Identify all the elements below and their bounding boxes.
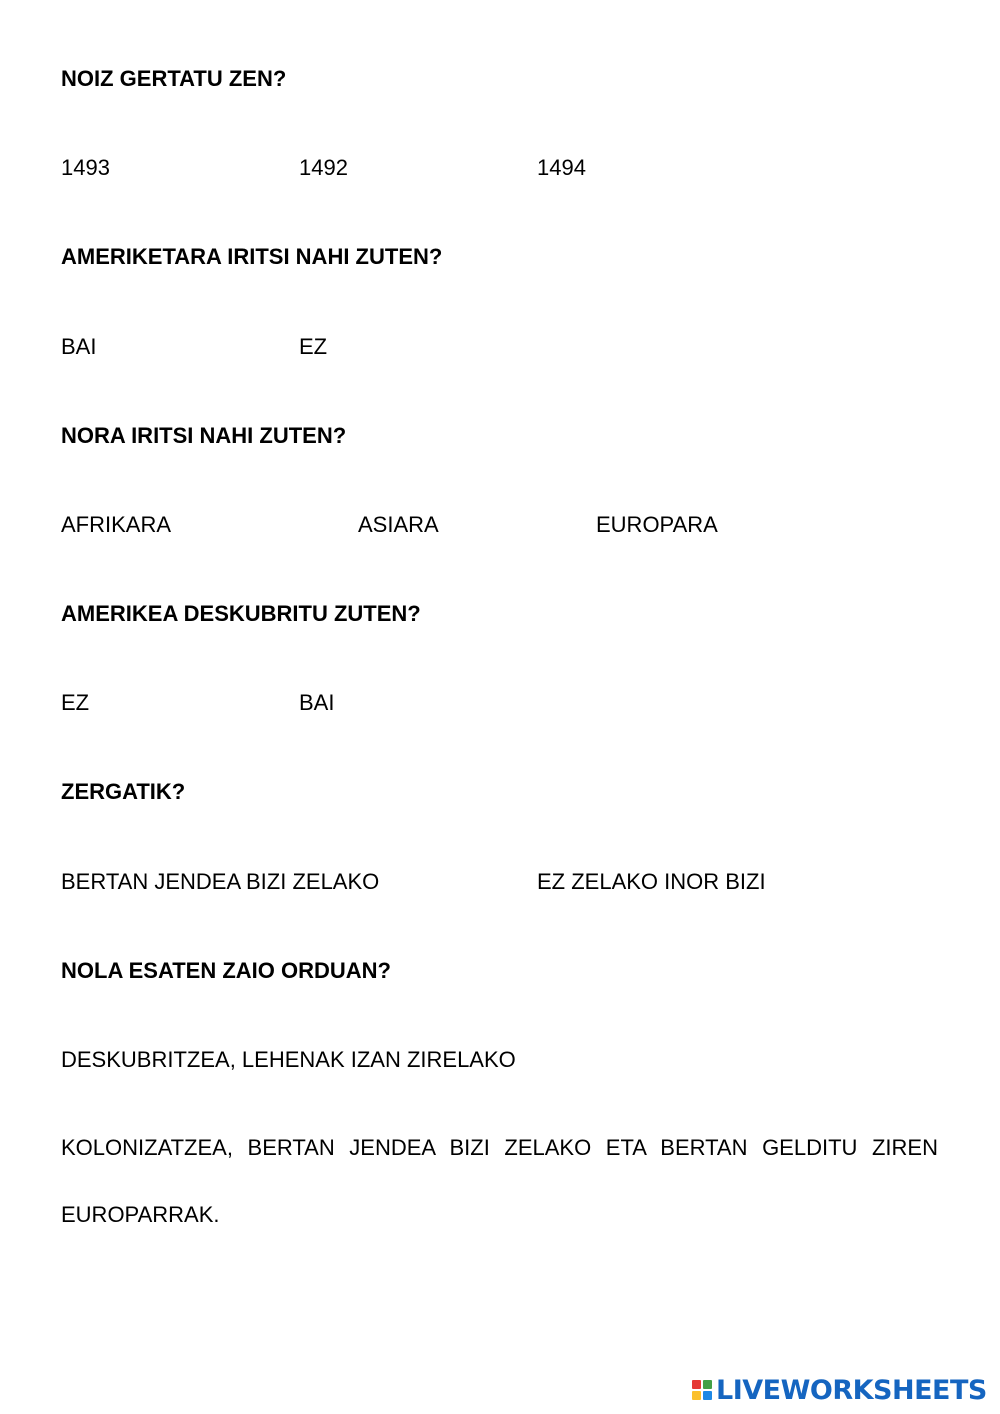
- answer-option-ez[interactable]: EZ: [299, 334, 328, 359]
- question-5: ZERGATIK?: [61, 779, 186, 804]
- answer-option-deskubritzea[interactable]: DESKUBRITZEA, LEHENAK IZAN ZIRELAKO: [61, 1047, 516, 1072]
- answer-option-1493[interactable]: 1493: [61, 155, 110, 180]
- logo-mark-square-yellow: [692, 1391, 701, 1400]
- liveworksheets-logo: [692, 1374, 987, 1406]
- logo-mark-square-blue: [703, 1391, 712, 1400]
- logo-mark-square-green: [703, 1380, 712, 1389]
- question-2: AMERIKETARA IRITSI NAHI ZUTEN?: [61, 244, 443, 269]
- logo-text: LIVEWORKSHEETS: [716, 1374, 987, 1406]
- answer-option-1494[interactable]: 1494: [537, 155, 586, 180]
- question-1: NOIZ GERTATU ZEN?: [61, 66, 287, 91]
- logo-mark-icon: [692, 1380, 712, 1400]
- answer-option-ez-zelako[interactable]: EZ ZELAKO INOR BIZI: [537, 869, 766, 894]
- question-3: NORA IRITSI NAHI ZUTEN?: [61, 423, 347, 448]
- answer-option-bai[interactable]: BAI: [299, 690, 335, 715]
- answer-option-afrikara[interactable]: AFRIKARA: [61, 512, 172, 537]
- answer-option-ez[interactable]: EZ: [61, 690, 90, 715]
- answer-option-bertan-jendea[interactable]: BERTAN JENDEA BIZI ZELAKO: [61, 869, 380, 894]
- answer-option-1492[interactable]: 1492: [299, 155, 348, 180]
- answer-option-bai[interactable]: BAI: [61, 334, 97, 359]
- question-4: AMERIKEA DESKUBRITU ZUTEN?: [61, 601, 421, 626]
- answer-option-europara[interactable]: EUROPARA: [596, 512, 718, 537]
- question-6: NOLA ESATEN ZAIO ORDUAN?: [61, 958, 391, 983]
- logo-mark-square-red: [692, 1380, 701, 1389]
- answer-option-asiara[interactable]: ASIARA: [358, 512, 439, 537]
- answer-option-kolonizatzea[interactable]: KOLONIZATZEA, BERTAN JENDEA BIZI ZELAKO ETA BERTAN GELDITU ZIREN EUROPARRAK.: [61, 1135, 938, 1227]
